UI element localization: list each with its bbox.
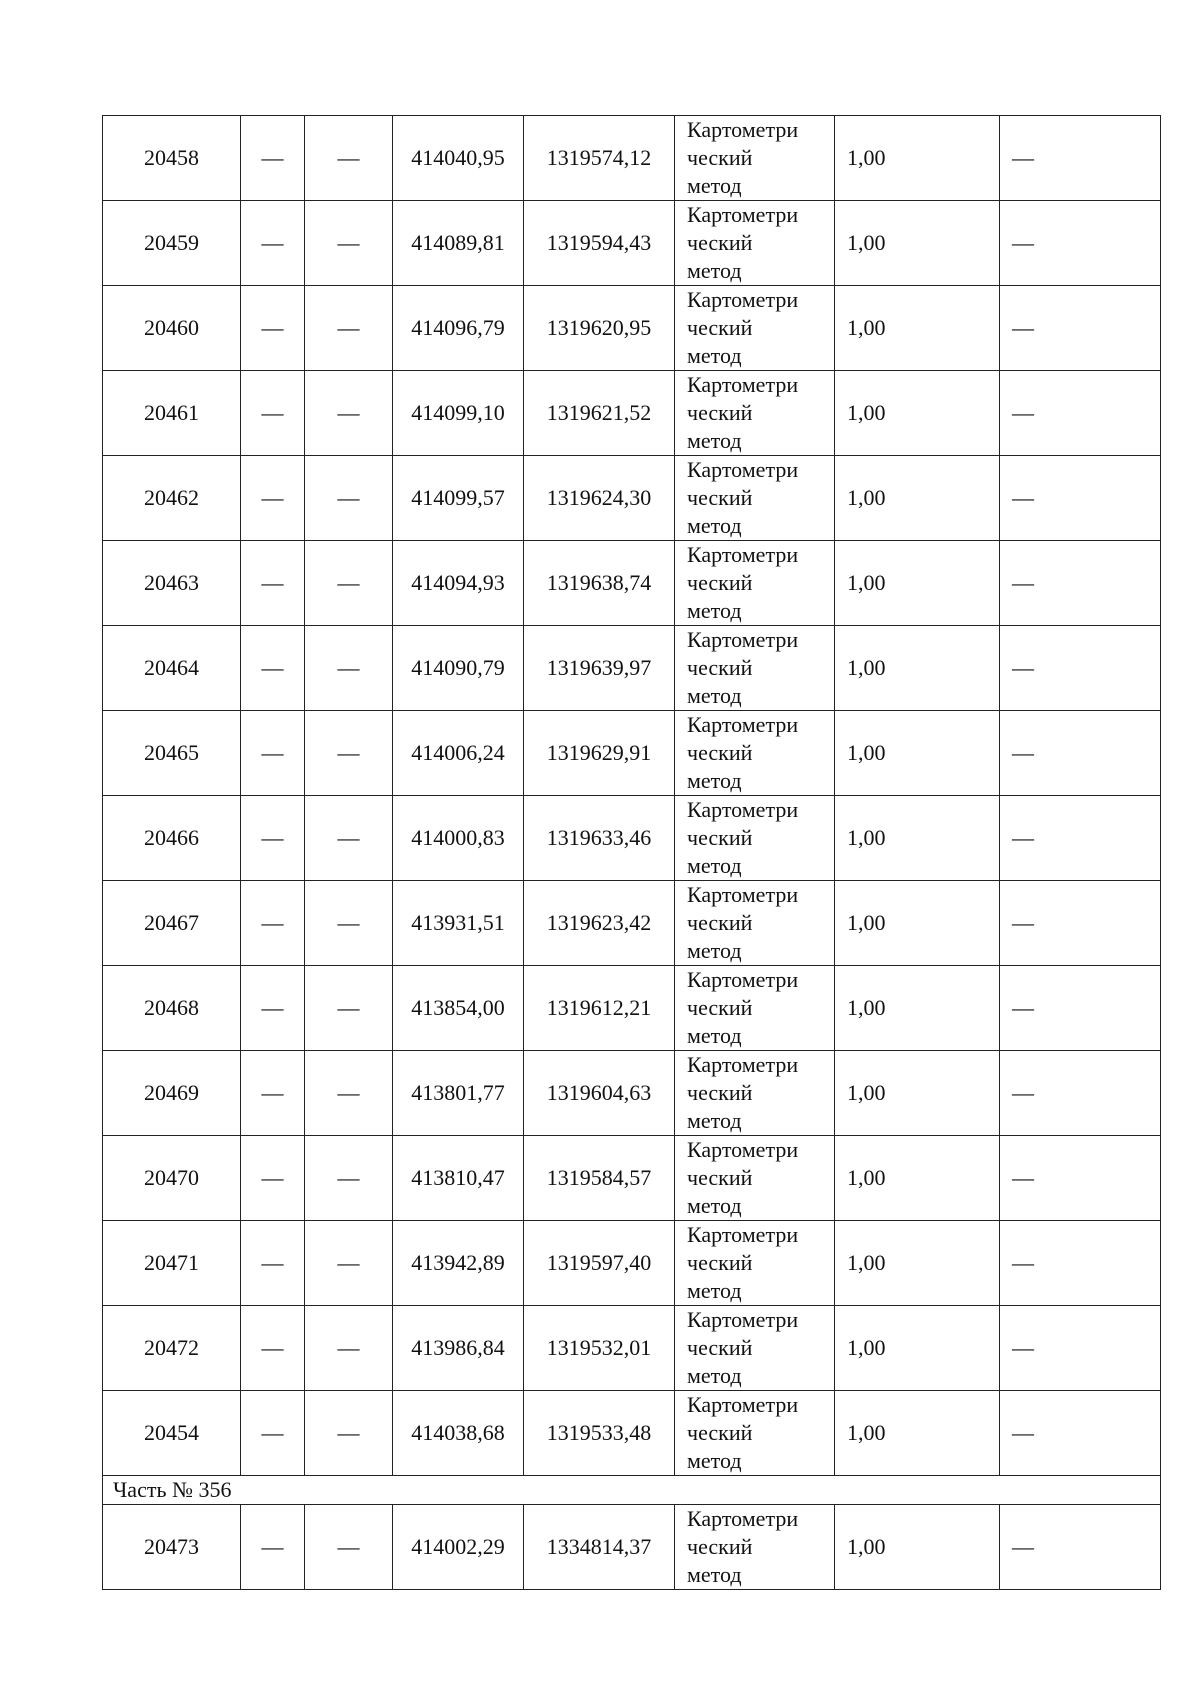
y-coordinate-cell: 1319629,91: [524, 711, 675, 796]
accuracy-cell: 1,00: [835, 881, 1000, 966]
description-cell: —: [1000, 1221, 1161, 1306]
empty-cell: —: [305, 881, 393, 966]
accuracy-cell: 1,00: [835, 1306, 1000, 1391]
empty-cell: —: [305, 626, 393, 711]
point-number-cell: 20466: [103, 796, 241, 881]
x-coordinate-cell: 413801,77: [393, 1051, 524, 1136]
empty-cell: —: [241, 456, 305, 541]
table-row: [103, 371, 1161, 456]
method-text: Картометри: [687, 117, 799, 142]
method-text: ческий: [687, 485, 753, 510]
method-cell: [675, 201, 835, 286]
x-coordinate-cell: 414089,81: [393, 201, 524, 286]
x-coordinate-cell: 414002,29: [393, 1505, 524, 1590]
method-text: ческий: [687, 1080, 753, 1105]
method-cell: [675, 1136, 835, 1221]
accuracy-cell: 1,00: [835, 1051, 1000, 1136]
description-cell: —: [1000, 456, 1161, 541]
table-row: [103, 711, 1161, 796]
table-row: [103, 456, 1161, 541]
method-text: Картометри: [687, 202, 799, 227]
description-cell: —: [1000, 881, 1161, 966]
point-number-cell: 20472: [103, 1306, 241, 1391]
method-text: ческий: [687, 315, 753, 340]
table-row: [103, 796, 1161, 881]
method-text: ческий: [687, 400, 753, 425]
empty-cell: —: [241, 371, 305, 456]
section-row: [103, 1476, 1161, 1505]
x-coordinate-cell: 413810,47: [393, 1136, 524, 1221]
description-cell: —: [1000, 371, 1161, 456]
accuracy-cell: 1,00: [835, 796, 1000, 881]
y-coordinate-cell: 1334814,37: [524, 1505, 675, 1590]
x-coordinate-cell: 414090,79: [393, 626, 524, 711]
method-text: метод: [687, 513, 742, 538]
point-number-cell: 20470: [103, 1136, 241, 1221]
x-coordinate-cell: 414094,93: [393, 541, 524, 626]
y-coordinate-cell: 1319638,74: [524, 541, 675, 626]
method-text: метод: [687, 343, 742, 368]
method-cell: [675, 966, 835, 1051]
description-cell: —: [1000, 1306, 1161, 1391]
empty-cell: —: [305, 1051, 393, 1136]
method-text: Картометри: [687, 627, 799, 652]
accuracy-cell: 1,00: [835, 286, 1000, 371]
accuracy-cell: 1,00: [835, 626, 1000, 711]
x-coordinate-cell: 414099,57: [393, 456, 524, 541]
accuracy-cell: 1,00: [835, 371, 1000, 456]
y-coordinate-cell: 1319624,30: [524, 456, 675, 541]
y-coordinate-cell: 1319533,48: [524, 1391, 675, 1476]
method-text: Картометри: [687, 712, 799, 737]
method-cell: [675, 371, 835, 456]
x-coordinate-cell: 413854,00: [393, 966, 524, 1051]
table-row: [103, 1051, 1161, 1136]
accuracy-cell: 1,00: [835, 1221, 1000, 1306]
method-text: метод: [687, 1278, 742, 1303]
method-cell: [675, 286, 835, 371]
method-text: ческий: [687, 1534, 753, 1559]
table-row: [103, 966, 1161, 1051]
empty-cell: —: [241, 201, 305, 286]
empty-cell: —: [241, 1136, 305, 1221]
accuracy-cell: 1,00: [835, 201, 1000, 286]
description-cell: —: [1000, 201, 1161, 286]
accuracy-cell: 1,00: [835, 966, 1000, 1051]
method-text: метод: [687, 173, 742, 198]
y-coordinate-cell: 1319532,01: [524, 1306, 675, 1391]
point-number-cell: 20465: [103, 711, 241, 796]
method-text: метод: [687, 258, 742, 283]
point-number-cell: 20459: [103, 201, 241, 286]
accuracy-cell: 1,00: [835, 456, 1000, 541]
method-text: ческий: [687, 1165, 753, 1190]
point-number-cell: 20471: [103, 1221, 241, 1306]
table-row: [103, 1391, 1161, 1476]
method-text: Картометри: [687, 967, 799, 992]
accuracy-cell: 1,00: [835, 1391, 1000, 1476]
table-row: [103, 1306, 1161, 1391]
description-cell: —: [1000, 1391, 1161, 1476]
point-number-cell: 20469: [103, 1051, 241, 1136]
method-text: ческий: [687, 230, 753, 255]
method-cell: [675, 1306, 835, 1391]
description-cell: —: [1000, 711, 1161, 796]
y-coordinate-cell: 1319584,57: [524, 1136, 675, 1221]
method-cell: [675, 116, 835, 201]
x-coordinate-cell: 413931,51: [393, 881, 524, 966]
table-row: [103, 286, 1161, 371]
point-number-cell: 20454: [103, 1391, 241, 1476]
y-coordinate-cell: 1319620,95: [524, 286, 675, 371]
y-coordinate-cell: 1319623,42: [524, 881, 675, 966]
y-coordinate-cell: 1319639,97: [524, 626, 675, 711]
description-cell: —: [1000, 286, 1161, 371]
empty-cell: —: [305, 1136, 393, 1221]
table-body: [103, 116, 1161, 1590]
method-text: Картометри: [687, 457, 799, 482]
point-number-cell: 20460: [103, 286, 241, 371]
description-cell: —: [1000, 1136, 1161, 1221]
empty-cell: —: [241, 286, 305, 371]
empty-cell: —: [305, 201, 393, 286]
method-text: метод: [687, 1562, 742, 1587]
description-cell: —: [1000, 1051, 1161, 1136]
y-coordinate-cell: 1319597,40: [524, 1221, 675, 1306]
method-cell: [675, 881, 835, 966]
empty-cell: —: [241, 1505, 305, 1590]
method-text: ческий: [687, 995, 753, 1020]
y-coordinate-cell: 1319633,46: [524, 796, 675, 881]
description-cell: —: [1000, 1505, 1161, 1590]
point-number-cell: 20468: [103, 966, 241, 1051]
method-cell: [675, 1051, 835, 1136]
empty-cell: —: [241, 1221, 305, 1306]
y-coordinate-cell: 1319621,52: [524, 371, 675, 456]
method-text: Картометри: [687, 287, 799, 312]
empty-cell: —: [305, 1391, 393, 1476]
x-coordinate-cell: 414096,79: [393, 286, 524, 371]
method-cell: [675, 626, 835, 711]
method-text: Картометри: [687, 542, 799, 567]
table-row: [103, 626, 1161, 711]
empty-cell: —: [241, 881, 305, 966]
empty-cell: —: [305, 116, 393, 201]
empty-cell: —: [305, 541, 393, 626]
method-text: ческий: [687, 570, 753, 595]
section-label: Часть № 356: [103, 1476, 1161, 1505]
method-cell: [675, 1391, 835, 1476]
point-number-cell: 20467: [103, 881, 241, 966]
method-text: метод: [687, 598, 742, 623]
method-text: метод: [687, 1108, 742, 1133]
method-text: Картометри: [687, 1137, 799, 1162]
empty-cell: —: [241, 116, 305, 201]
empty-cell: —: [305, 796, 393, 881]
empty-cell: —: [241, 1391, 305, 1476]
point-number-cell: 20464: [103, 626, 241, 711]
accuracy-cell: 1,00: [835, 541, 1000, 626]
method-cell: [675, 796, 835, 881]
description-cell: —: [1000, 626, 1161, 711]
method-text: Картометри: [687, 882, 799, 907]
method-text: Картометри: [687, 1506, 799, 1531]
description-cell: —: [1000, 796, 1161, 881]
x-coordinate-cell: 414040,95: [393, 116, 524, 201]
point-number-cell: 20461: [103, 371, 241, 456]
empty-cell: —: [241, 1306, 305, 1391]
table-row: [103, 1221, 1161, 1306]
method-text: Картометри: [687, 797, 799, 822]
method-text: ческий: [687, 145, 753, 170]
x-coordinate-cell: 414099,10: [393, 371, 524, 456]
method-text: метод: [687, 428, 742, 453]
accuracy-cell: 1,00: [835, 116, 1000, 201]
y-coordinate-cell: 1319612,21: [524, 966, 675, 1051]
method-text: Картометри: [687, 1392, 799, 1417]
description-cell: —: [1000, 541, 1161, 626]
point-number-cell: 20462: [103, 456, 241, 541]
x-coordinate-cell: 414038,68: [393, 1391, 524, 1476]
table-row: [103, 541, 1161, 626]
method-cell: [675, 711, 835, 796]
empty-cell: —: [241, 966, 305, 1051]
method-cell: [675, 1505, 835, 1590]
empty-cell: —: [305, 371, 393, 456]
empty-cell: —: [241, 1051, 305, 1136]
empty-cell: —: [305, 966, 393, 1051]
method-text: ческий: [687, 1420, 753, 1445]
empty-cell: —: [305, 1306, 393, 1391]
method-text: Картометри: [687, 1222, 799, 1247]
description-cell: —: [1000, 966, 1161, 1051]
empty-cell: —: [241, 541, 305, 626]
y-coordinate-cell: 1319574,12: [524, 116, 675, 201]
table-row: [103, 1136, 1161, 1221]
table-row: [103, 1505, 1161, 1590]
y-coordinate-cell: 1319604,63: [524, 1051, 675, 1136]
method-text: Картометри: [687, 372, 799, 397]
table-row: [103, 116, 1161, 201]
empty-cell: —: [305, 286, 393, 371]
method-cell: [675, 541, 835, 626]
x-coordinate-cell: 414006,24: [393, 711, 524, 796]
method-text: ческий: [687, 655, 753, 680]
method-text: ческий: [687, 1335, 753, 1360]
method-text: метод: [687, 1023, 742, 1048]
x-coordinate-cell: 414000,83: [393, 796, 524, 881]
method-text: метод: [687, 768, 742, 793]
method-text: ческий: [687, 740, 753, 765]
empty-cell: —: [241, 626, 305, 711]
method-text: ческий: [687, 825, 753, 850]
table-row: [103, 881, 1161, 966]
accuracy-cell: 1,00: [835, 1505, 1000, 1590]
empty-cell: —: [305, 456, 393, 541]
point-number-cell: 20463: [103, 541, 241, 626]
method-cell: [675, 1221, 835, 1306]
coordinates-table: [102, 115, 1161, 1590]
empty-cell: —: [305, 1221, 393, 1306]
empty-cell: —: [305, 711, 393, 796]
table-row: [103, 201, 1161, 286]
method-text: метод: [687, 683, 742, 708]
point-number-cell: 20458: [103, 116, 241, 201]
empty-cell: —: [241, 711, 305, 796]
method-text: Картометри: [687, 1307, 799, 1332]
empty-cell: —: [241, 796, 305, 881]
description-cell: —: [1000, 116, 1161, 201]
method-text: метод: [687, 1363, 742, 1388]
method-text: метод: [687, 853, 742, 878]
method-text: метод: [687, 1193, 742, 1218]
method-text: Картометри: [687, 1052, 799, 1077]
method-cell: [675, 456, 835, 541]
method-text: метод: [687, 938, 742, 963]
method-text: ческий: [687, 1250, 753, 1275]
x-coordinate-cell: 413942,89: [393, 1221, 524, 1306]
point-number-cell: 20473: [103, 1505, 241, 1590]
method-text: метод: [687, 1448, 742, 1473]
y-coordinate-cell: 1319594,43: [524, 201, 675, 286]
accuracy-cell: 1,00: [835, 711, 1000, 796]
accuracy-cell: 1,00: [835, 1136, 1000, 1221]
x-coordinate-cell: 413986,84: [393, 1306, 524, 1391]
empty-cell: —: [305, 1505, 393, 1590]
method-text: ческий: [687, 910, 753, 935]
